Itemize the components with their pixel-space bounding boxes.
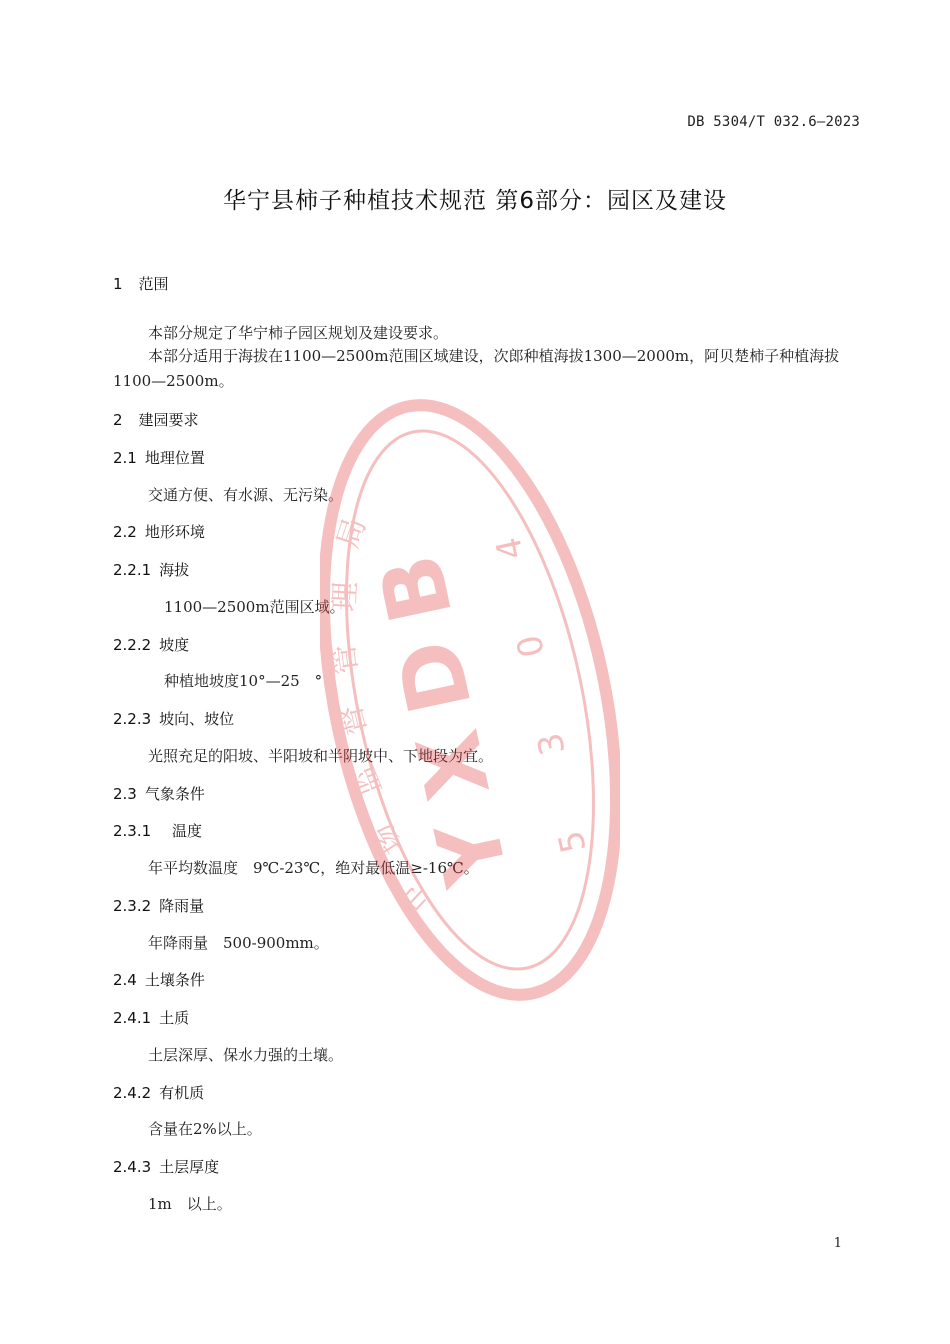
section-heading-2-3-1: [113, 820, 202, 841]
section-heading-2-4-2: [113, 1082, 204, 1103]
section-heading-2-2-1: [113, 559, 189, 580]
section-number: 2.1: [113, 449, 137, 467]
paragraph: 1100—2500m范围区域。: [164, 598, 345, 616]
svg-text:局: 局: [330, 513, 374, 553]
section-number: 2.4: [113, 971, 137, 989]
standard-code: DB 5304/T 032.6—2023: [687, 114, 860, 130]
svg-text:3: 3: [530, 729, 574, 759]
section-label: 土壤条件: [144, 971, 205, 989]
section-heading-2-4-1: [113, 1007, 189, 1028]
svg-text:市: 市: [390, 876, 437, 923]
section-label: 降雨量: [159, 897, 205, 915]
paragraph: 土层深厚、保水力强的土壤。: [148, 1046, 344, 1064]
svg-text:理: 理: [327, 580, 364, 613]
section-label: 坡向、坡位: [159, 710, 235, 728]
section-heading-2-4: [113, 969, 205, 990]
seal-outer-ring: [320, 380, 620, 1020]
paragraph: 本部分规定了华宁柿子园区规划及建设要求。: [148, 324, 449, 342]
section-number: 2: [113, 411, 123, 429]
section-number: 2.3: [113, 785, 137, 803]
paragraph: 种植地坡度10°—25 °: [164, 672, 323, 690]
section-heading-2-2: [113, 521, 205, 542]
section-number: 2.2: [113, 523, 137, 541]
seal-letters: [361, 546, 528, 894]
paragraph: 本部分适用于海拔在1100—2500m范围区域建设，次郎种植海拔1300—2000m，阿贝楚柿子种植海拔1100—2500m。: [113, 347, 840, 390]
section-number: 2.2.1: [113, 561, 152, 579]
section-number: 1: [113, 275, 123, 293]
svg-text:5: 5: [550, 826, 595, 857]
section-label: 建园要求: [138, 411, 199, 429]
paragraph: 年平均数温度 9℃-23℃，绝对最低温≥-16℃。: [148, 859, 479, 877]
section-label: 气象条件: [144, 785, 205, 803]
seal-digits: [489, 534, 595, 857]
section-number: 2.3.1: [113, 822, 152, 840]
section-heading-2-3: [113, 783, 205, 804]
svg-text:B: B: [360, 546, 473, 632]
section-number: 2.2.2: [113, 636, 152, 654]
section-label: 地形环境: [144, 523, 205, 541]
svg-text:4: 4: [488, 533, 533, 564]
section-heading-2-2-2: [113, 634, 189, 655]
svg-text:X: X: [398, 721, 510, 808]
paragraph: 1m 以上。: [148, 1195, 232, 1213]
section-label: 温度: [167, 822, 202, 840]
section-heading-2-2-3: [113, 708, 234, 729]
section-number: 2.2.3: [113, 710, 152, 728]
section-heading-2-1: [113, 447, 205, 468]
svg-text:管: 管: [326, 642, 365, 677]
section-heading-1: [113, 273, 169, 294]
seal-inner-ring: [320, 409, 620, 992]
paragraph: 年降雨量 500-900mm。: [148, 934, 329, 952]
section-number: 2.3.2: [113, 897, 152, 915]
svg-text:督: 督: [332, 701, 375, 739]
paragraph: 光照充足的阳坡、半阳坡和半阴坡中、下地段为宜。: [148, 747, 494, 765]
document-title: 华宁县柿子种植技术规范 第6部分：园区及建设: [223, 188, 727, 214]
paragraph: 含量在2%以上。: [148, 1120, 262, 1138]
section-heading-2-4-3: [113, 1156, 219, 1177]
svg-text:0: 0: [509, 631, 553, 661]
page-number: 1: [833, 1236, 842, 1251]
section-number: 2.4.1: [113, 1009, 152, 1027]
section-heading-2: [113, 409, 199, 430]
svg-text:监: 监: [345, 759, 390, 801]
svg-text:D: D: [379, 631, 492, 722]
section-number: 2.4.2: [113, 1084, 152, 1102]
svg-text:Y: Y: [417, 811, 529, 894]
paragraph: 交通方便、有水源、无污染。: [148, 486, 344, 504]
official-seal-stamp: [320, 380, 620, 1020]
section-label: 海拔: [159, 561, 190, 579]
section-label: 坡度: [159, 636, 190, 654]
section-label: 地理位置: [144, 449, 205, 467]
section-heading-2-3-2: [113, 895, 204, 916]
svg-text:场: 场: [365, 817, 411, 862]
section-number: 2.4.3: [113, 1158, 152, 1176]
section-label: 土层厚度: [159, 1158, 220, 1176]
section-label: 土质: [159, 1009, 190, 1027]
section-label: 范围: [138, 275, 169, 293]
section-label: 有机质: [159, 1084, 205, 1102]
